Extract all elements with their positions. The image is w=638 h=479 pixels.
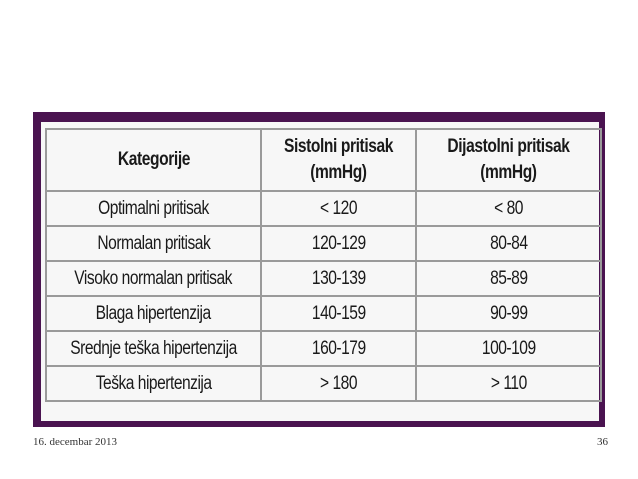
cell-diastolic-text: 90-99 (489, 302, 528, 324)
cell-diastolic (416, 226, 601, 261)
cell-diastolic (416, 366, 601, 401)
cell-category-text: Normalan pritisak (97, 232, 210, 254)
cell-systolic (261, 261, 416, 296)
header-systolic-line2: (mmHg) (310, 162, 367, 183)
header-diastolic (416, 129, 601, 191)
table-frame (33, 112, 605, 427)
table-row (46, 261, 601, 296)
cell-systolic-text: 140-159 (311, 302, 366, 324)
cell-systolic (261, 191, 416, 226)
cell-systolic-text: > 180 (320, 372, 357, 394)
table-row (46, 226, 601, 261)
cell-category (46, 331, 261, 366)
cell-diastolic (416, 261, 601, 296)
cell-systolic-text: < 120 (320, 197, 357, 219)
cell-diastolic-text: 85-89 (489, 267, 528, 289)
cell-category (46, 366, 261, 401)
header-diastolic-line2: (mmHg) (480, 162, 537, 183)
page-number: 36 (597, 436, 608, 448)
cell-diastolic-text: > 110 (490, 372, 527, 394)
table-row (46, 191, 601, 226)
cell-category-text: Optimalni pritisak (98, 197, 209, 219)
cell-diastolic-text: 80-84 (489, 232, 528, 254)
cell-systolic-text: 130-139 (311, 267, 366, 289)
header-category (46, 129, 261, 191)
footer-date: 16. decembar 2013 (33, 436, 117, 448)
cell-category (46, 226, 261, 261)
table-row (46, 296, 601, 331)
cell-category-text: Blaga hipertenzija (95, 302, 212, 324)
header-diastolic-line1: Dijastolni pritisak (447, 136, 570, 157)
table-panel (41, 122, 599, 421)
table-row (46, 366, 601, 401)
cell-systolic (261, 366, 416, 401)
header-systolic (261, 129, 416, 191)
cell-systolic-text: 160-179 (311, 337, 366, 359)
cell-category-text: Teška hipertenzija (95, 372, 212, 394)
cell-systolic (261, 226, 416, 261)
cell-systolic (261, 296, 416, 331)
cell-category-text: Srednje teška hipertenzija (70, 337, 237, 359)
cell-category (46, 296, 261, 331)
cell-systolic (261, 331, 416, 366)
table-row (46, 331, 601, 366)
cell-diastolic-text: 100-109 (481, 337, 536, 359)
cell-diastolic (416, 331, 601, 366)
header-category-label: Kategorije (117, 149, 190, 170)
cell-systolic-text: 120-129 (311, 232, 366, 254)
table-header-row (46, 129, 601, 191)
cell-category-text: Visoko normalan pritisak (74, 267, 233, 289)
cell-category (46, 261, 261, 296)
header-systolic-line1: Sistolni pritisak (283, 136, 394, 157)
cell-category (46, 191, 261, 226)
blood-pressure-table (45, 128, 602, 402)
cell-diastolic (416, 296, 601, 331)
cell-diastolic (416, 191, 601, 226)
cell-diastolic-text: < 80 (494, 197, 523, 219)
